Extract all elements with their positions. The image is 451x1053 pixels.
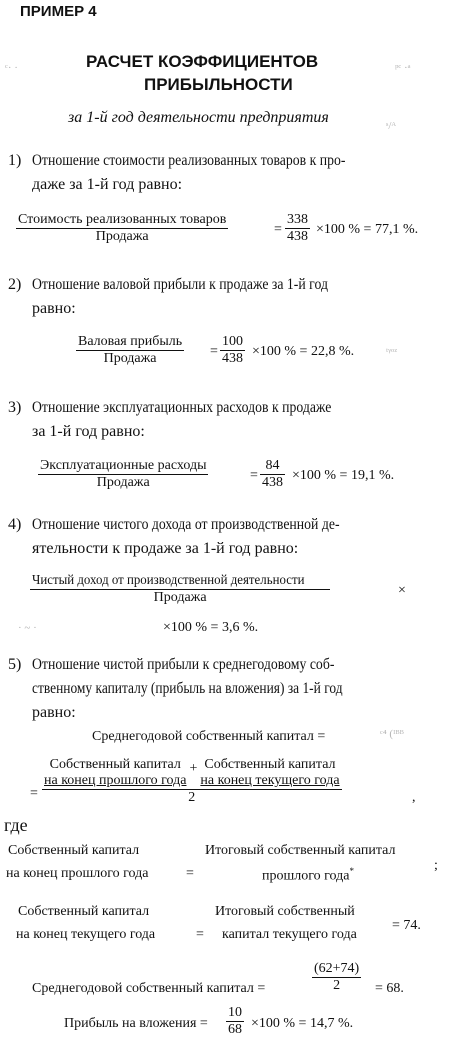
prev-capital-line2: на конец прошлого года [44, 773, 187, 788]
fraction-denominator: Продажа [103, 351, 157, 366]
total-cur-capital-line2: капитал текущего года [222, 927, 357, 942]
prev-capital-line1: Собственный капитал [49, 757, 181, 772]
page-subtitle: за 1-й год деятельности предприятия [68, 109, 329, 126]
item-2-number: 2) [8, 276, 22, 293]
item-2-text-line1: Отношение валовой прибыли к продаже за 1-й год [32, 276, 328, 293]
item-4-text-line2: ятельности к продаже за 1-й год равно: [32, 540, 299, 557]
scan-noise: ᵗᵞᵒᶻ [386, 346, 398, 358]
item-1-text-line1: Отношение стоимости реализованных товаров к про- [32, 152, 346, 169]
item-2-text-line2: равно: [32, 300, 76, 317]
fraction-numerator: Эксплуатационные расходы [40, 458, 207, 473]
fraction-denominator: 438 [262, 475, 283, 490]
item-5-number: 5) [8, 656, 22, 673]
plus-sign: + [189, 761, 198, 776]
item-1-result: ×100 % = 77,1 %. [316, 222, 419, 237]
item-4-result: ×100 % = 3,6 %. [163, 620, 259, 635]
item-5-text-line3: равно: [32, 704, 76, 721]
scan-noise: · ~ · [18, 622, 37, 634]
prev-capital-def-line2: на конец прошлого года [6, 866, 149, 881]
equals-sign: = [186, 866, 194, 881]
roi-fraction [226, 1005, 244, 1038]
item-3-value-fraction [260, 458, 285, 491]
cur-capital-term [200, 757, 339, 789]
item-3-text-line2: за 1-й год равно: [32, 423, 145, 440]
fraction-numerator: (62+74) [314, 961, 360, 976]
item-3-text-line1: Отношение эксплуатационных расходов к продаже [32, 399, 332, 416]
fraction-denominator: 438 [222, 351, 243, 366]
item-4-fraction [30, 573, 330, 606]
fraction-numerator: Стоимость реализованных товаров [18, 212, 227, 227]
approx-sign: = [210, 344, 218, 359]
avg-capital-final-fraction [312, 961, 361, 994]
times-sign: × [398, 583, 406, 598]
roi-label: Прибыль на вложения = [64, 1016, 208, 1031]
item-1-text-line2: даже за 1-й год равно: [32, 176, 183, 193]
roi-result: ×100 % = 14,7 %. [251, 1016, 354, 1031]
total-prev-capital-line1: Итоговый собственный капитал [205, 843, 396, 858]
approx-sign: = [250, 468, 258, 483]
page-title-line2: ПРИБЫЛЬНОСТИ [144, 75, 293, 94]
item-5-text-line1: Отношение чистой прибыли к среднегодовому соб- [32, 656, 335, 673]
item-3-result: ×100 % = 19,1 %. [292, 468, 395, 483]
item-1-value-fraction [285, 212, 310, 245]
fraction-denominator: 68 [228, 1022, 242, 1037]
total-cur-capital-line1: Итоговый собственный [215, 904, 355, 919]
page-title-line1: РАСЧЕТ КОЭФФИЦИЕНТОВ [86, 52, 319, 71]
example-label: ПРИМЕР 4 [20, 3, 97, 20]
fraction-denominator: Продажа [96, 475, 150, 490]
item-1-fraction [16, 212, 228, 245]
fraction-numerator: Чистый доход от производственной деятельности [32, 573, 305, 588]
fraction-numerator [42, 757, 342, 789]
cur-capital-def-line1: Собственный капитал [18, 904, 150, 919]
total-prev-capital-line2: прошлого года* [262, 866, 354, 884]
avg-capital-label: Среднегодовой собственный капитал = [92, 729, 326, 744]
cur-capital-line2: на конец текущего года [200, 773, 340, 788]
fraction-numerator: Валовая прибыль [78, 334, 183, 349]
scan-noise: ᶜ⁴ (ᴵᴮᴮ [380, 728, 404, 740]
item-2-fraction [76, 334, 184, 367]
scan-noise: ᶜ· · [5, 62, 18, 74]
item-3-number: 3) [8, 399, 22, 416]
fraction-denominator: 2 [188, 790, 196, 805]
item-2-value-fraction [220, 334, 245, 367]
item-5-text-line2: ственному капиталу (прибыль на вложения) за 1-й год [32, 680, 343, 697]
where-label: где [4, 815, 28, 835]
cur-capital-def-line2: на конец текущего года [16, 927, 156, 942]
fraction-denominator: 2 [333, 978, 341, 993]
item-1-number: 1) [8, 152, 22, 169]
prev-capital-def-line1: Собственный капитал [8, 843, 140, 858]
approx-sign: = [274, 222, 282, 237]
fraction-denominator: Продажа [153, 590, 207, 605]
comma: , [412, 790, 416, 805]
fraction-denominator: 438 [287, 229, 308, 244]
fraction-numerator: 338 [287, 212, 308, 227]
avg-capital-final-result: = 68. [375, 981, 404, 996]
prev-capital-term [44, 757, 186, 789]
item-3-fraction [38, 458, 208, 491]
equals-sign: = [30, 786, 38, 801]
fraction-denominator: Продажа [95, 229, 149, 244]
avg-capital-final-label: Среднегодовой собственный капитал = [32, 981, 266, 996]
semicolon: ; [434, 858, 438, 873]
equals-sign: = [196, 927, 204, 942]
fraction-numerator: 84 [265, 458, 280, 473]
avg-capital-fraction [42, 757, 342, 806]
cur-capital-value: = 74. [392, 918, 421, 933]
item-4-text-line1: Отношение чистого дохода от производственной де- [32, 516, 340, 533]
item-2-result: ×100 % = 22,8 %. [252, 344, 355, 359]
cur-capital-line1: Собственный капитал [204, 757, 336, 772]
fraction-numerator: 100 [222, 334, 243, 349]
scan-noise: ᵖᶜ ·ᵃ [395, 62, 411, 74]
fraction-numerator: 10 [228, 1005, 242, 1020]
scan-noise: ˢ/ᴬ [386, 120, 397, 132]
item-4-number: 4) [8, 516, 22, 533]
